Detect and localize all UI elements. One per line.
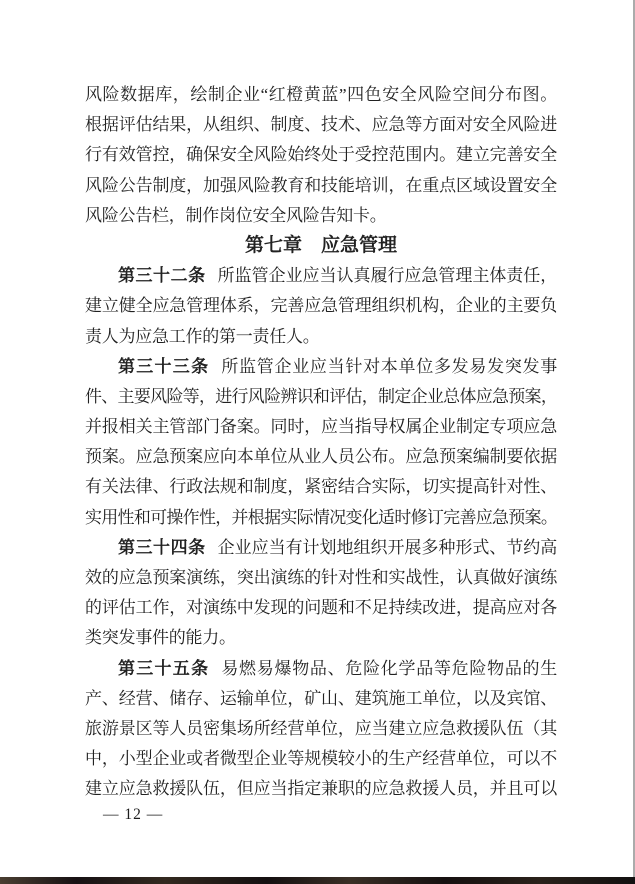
text-line: 行有效管控，确保安全风险始终处于受控范围内。建立完善安全 [85,145,557,165]
article-paragraph [85,654,557,805]
text-line: 类突发事件的能力。 [85,628,236,648]
text-line: 旅游景区等人员密集场所经营单位，应当建立应急救援队伍（其 [85,718,557,738]
text-line: 并报相关主管部门备案。同时，应当指导权属企业制定专项应急 [85,417,557,437]
text-line [85,352,557,382]
page-number: — 12 — [103,806,164,823]
article-paragraph [85,533,557,654]
chapter-heading: 第七章 应急管理 [244,234,397,256]
line-text: 易燃易爆物品、危险化学品等危险物品的生 [221,658,558,678]
body-paragraph [85,80,557,231]
text-line: 产、经营、储存、运输单位，矿山、建筑施工单位，以及宾馆、 [85,688,557,708]
text-line [85,654,557,684]
article-number: 第三十二条 [118,266,206,286]
text-line: 中，小型企业或者微型企业等规模较小的生产经营单位，可以不 [85,749,557,769]
line-text: 所监管企业应当针对本单位多发易发突发事 [221,356,558,376]
text-line [85,533,557,563]
line-text: 所监管企业应当认真履行应急管理主体责任， [217,266,558,286]
article-number: 第三十三条 [118,356,210,376]
article-number: 第三十五条 [118,658,210,678]
text-line: 风险数据库，绘制企业“红橙黄蓝”四色安全风险空间分布图。 [85,85,557,104]
article-paragraph [85,352,557,533]
line-text: 企业应当有计划地组织开展多种形式、节约高 [217,537,558,557]
scan-bottom-edge [0,877,635,884]
article-number: 第三十四条 [118,537,206,557]
document-body [85,80,557,805]
text-line: 根据评估结果，从组织、制度、技术、应急等方面对安全风险进 [85,115,557,135]
text-line: 实用性和可操作性，并根据实际情况变化适时修订完善应急预案。 [85,507,557,527]
text-line: 效的应急预案演练，突出演练的针对性和实战性，认真做好演练 [85,568,557,587]
text-line: 预案。应急预案应向本单位从业人员公布。应急预案编制要依据 [85,447,557,467]
text-line: 件、主要风险等，进行风险辨识和评估，制定企业总体应急预案， [85,386,557,406]
text-line: 建立应急救援队伍，但应当指定兼职的应急救援人员，并且可以 [85,779,557,799]
text-line [85,261,557,291]
article-paragraph [85,261,557,352]
text-line: 的评估工作，对演练中发现的问题和不足持续改进，提高应对各 [85,598,557,618]
text-line: 有关法律、行政法规和制度，紧密结合实际，切实提高针对性、 [85,477,557,497]
text-line: 风险公告制度，加强风险教育和技能培训，在重点区域设置安全 [85,175,557,195]
text-line: 责人为应急工作的第一责任人。 [85,326,320,346]
text-line: 建立健全应急管理体系，完善应急管理组织机构，企业的主要负 [85,296,557,316]
text-line: 风险公告栏，制作岗位安全风险告知卡。 [85,205,387,225]
